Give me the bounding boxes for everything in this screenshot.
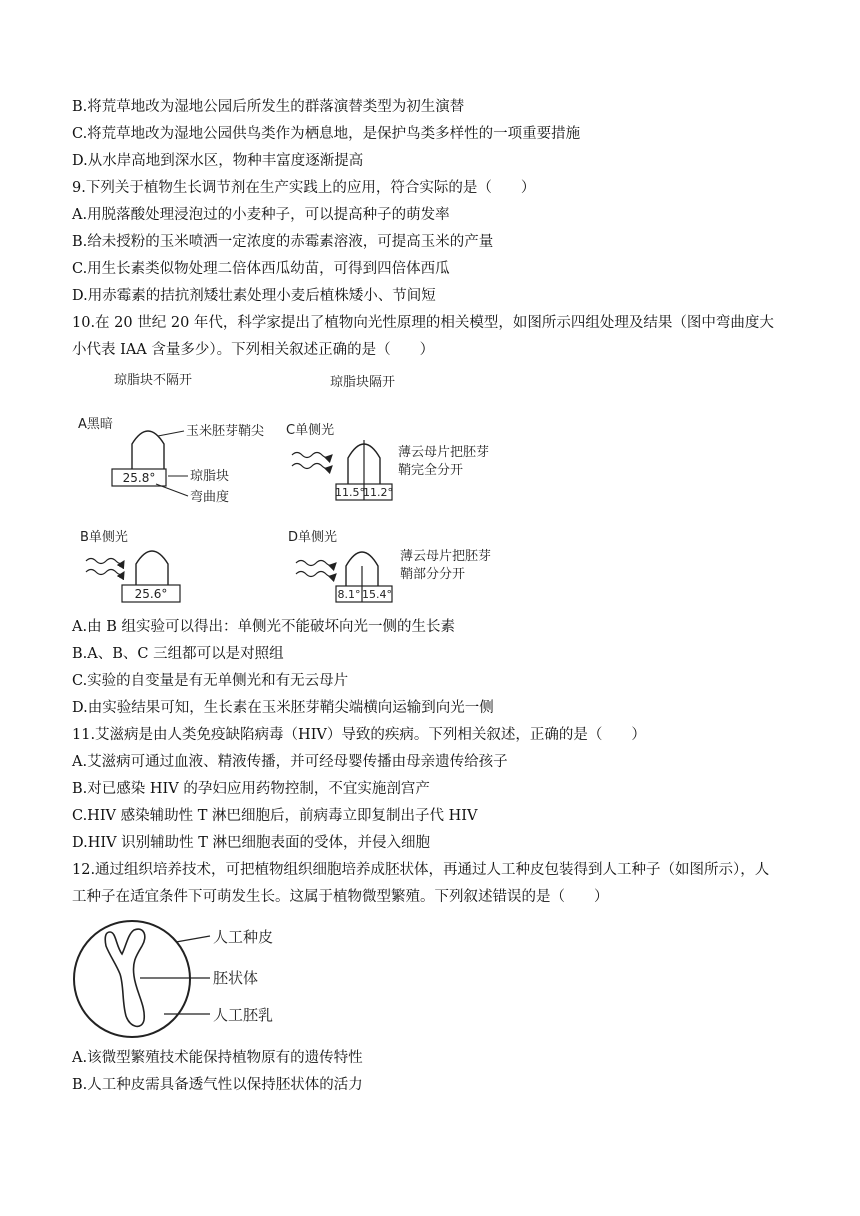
question-11: 11.艾滋病是由人类免疫缺陷病毒（HIV）导致的疾病。下列相关叙述，正确的是（ ） [72, 727, 646, 743]
col-title-separated: 琼脂块隔开 [330, 375, 396, 390]
option-b-q12: B.人工种皮需具备透气性以保持胚状体的活力 [72, 1077, 363, 1093]
group-d-light-arrows [296, 561, 336, 577]
question-10-line-2: 小代表 IAA 含量多少）。下列相关叙述正确的是（ ） [72, 342, 435, 358]
pointer-curvature [156, 484, 188, 496]
pointer-coleoptile [158, 431, 184, 436]
option-d-q9: D.用赤霉素的拮抗剂矮壮素处理小麦后植株矮小、节间短 [72, 288, 436, 304]
option-b-q11: B.对已感染 HIV 的孕妇应用药物控制，不宜实施剖宫产 [72, 781, 430, 797]
option-d-q10: D.由实验结果可知，生长素在玉米胚芽鞘尖端横向运输到向光一侧 [72, 700, 494, 716]
question-12-line-2: 工种子在适宜条件下可萌发生长。这属于植物微型繁殖。下列叙述错误的是（ ） [72, 889, 609, 905]
label-curvature: 弯曲度 [190, 490, 230, 505]
group-b-value: 25.6° [134, 587, 168, 601]
option-a-q12: A.该微型繁殖技术能保持植物原有的遗传特性 [72, 1050, 363, 1066]
option-d-q8: D.从水岸高地到深水区，物种丰富度逐渐提高 [72, 153, 364, 169]
embryoid-shape [105, 929, 145, 1026]
group-a-label: A黑暗 [78, 417, 113, 432]
option-a-q9: A.用脱落酸处理浸泡过的小麦种子，可以提高种子的萌发率 [72, 207, 450, 223]
option-a-q11: A.艾滋病可通过血液、精液传播，并可经母婴传播由母亲遗传给孩子 [72, 754, 508, 770]
artificial-seed-coat [74, 921, 190, 1037]
group-d-label: D单侧光 [288, 530, 338, 545]
group-d-value-left: 8.1° [337, 588, 361, 601]
group-c-note-line-2: 鞘完全分开 [398, 463, 464, 478]
group-c-value-right: 11.2° [363, 486, 393, 499]
group-c-note-line-1: 薄云母片把胚芽 [398, 445, 490, 460]
group-b-label: B单侧光 [80, 530, 128, 545]
option-c-q8: C.将荒草地改为湿地公园供鸟类作为栖息地，是保护鸟类多样性的一项重要措施 [72, 126, 581, 142]
option-d-q11: D.HIV 识别辅助性 T 淋巴细胞表面的受体，并侵入细胞 [72, 835, 431, 851]
group-d-value-right: 15.4° [362, 588, 392, 601]
group-b-coleoptile [136, 551, 168, 585]
group-c-value-left: 11.5° [335, 486, 365, 499]
label-coleoptile-tip: 玉米胚芽鞘尖 [186, 424, 265, 439]
group-b-light-arrows [86, 559, 124, 575]
question-12-line-1: 12.通过组织培养技术，可把植物组织细胞培养成胚状体，再通过人工种皮包装得到人工种子（如图所示），人 [72, 862, 770, 878]
label-agar-block: 琼脂块 [190, 469, 230, 484]
label-artificial-endosperm: 人工胚乳 [213, 1006, 274, 1024]
figure-artificial-seed [66, 916, 306, 1046]
option-c-q11: C.HIV 感染辅助性 T 淋巴细胞后，前病毒立即复制出子代 HIV [72, 808, 478, 824]
pointer-seed-coat [176, 936, 210, 942]
group-d-note-line-1: 薄云母片把胚芽 [400, 549, 492, 564]
option-c-q10: C.实验的自变量是有无单侧光和有无云母片 [72, 673, 349, 689]
question-10-line-1: 10.在 20 世纪 20 年代，科学家提出了植物向光性原理的相关模型，如图所示四组处理及结果（图中弯曲度大 [72, 315, 774, 331]
option-b-q10: B.A、B、C 三组都可以是对照组 [72, 646, 284, 662]
option-c-q9: C.用生长素类似物处理二倍体西瓜幼苗，可得到四倍体西瓜 [72, 261, 450, 277]
group-c-light-arrows [292, 453, 332, 469]
label-artificial-seed-coat: 人工种皮 [213, 928, 274, 946]
group-c-label: C单侧光 [286, 423, 335, 438]
option-b-q9: B.给未授粉的玉米喷洒一定浓度的赤霉素溶液，可提高玉米的产量 [72, 234, 494, 250]
group-d-note-line-2: 鞘部分分开 [400, 567, 466, 582]
col-title-not-separated: 琼脂块不隔开 [114, 373, 193, 388]
option-b-q8: B.将荒草地改为湿地公园后所发生的群落演替类型为初生演替 [72, 99, 465, 115]
figure-phototropism [60, 368, 530, 613]
label-embryoid: 胚状体 [213, 969, 259, 987]
group-a-coleoptile [132, 431, 164, 469]
option-a-q10: A.由 B 组实验可以得出：单侧光不能破坏向光一侧的生长素 [72, 619, 455, 635]
group-a-value: 25.8° [122, 471, 156, 485]
question-9: 9.下列关于植物生长调节剂在生产实践上的应用，符合实际的是（ ） [72, 180, 536, 196]
